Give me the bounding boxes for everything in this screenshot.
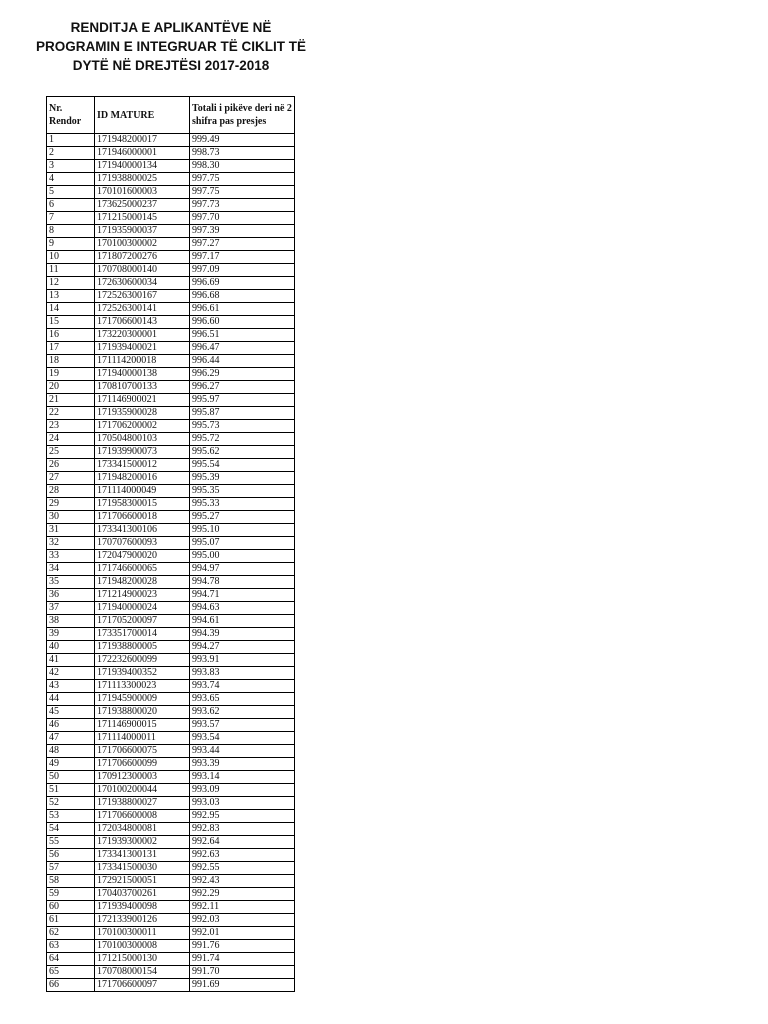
cell-rank: 24 — [47, 433, 95, 446]
cell-score: 995.27 — [190, 511, 295, 524]
cell-id: 173351700014 — [95, 628, 190, 641]
cell-rank: 32 — [47, 537, 95, 550]
cell-id: 171215000145 — [95, 212, 190, 225]
cell-score: 993.44 — [190, 745, 295, 758]
cell-id: 171940000138 — [95, 368, 190, 381]
cell-id: 171706600008 — [95, 810, 190, 823]
cell-score: 994.97 — [190, 563, 295, 576]
table-row — [47, 264, 295, 277]
table-row — [47, 407, 295, 420]
cell-score: 992.95 — [190, 810, 295, 823]
cell-score: 993.14 — [190, 771, 295, 784]
table-row — [47, 186, 295, 199]
cell-rank: 48 — [47, 745, 95, 758]
cell-id: 171935900037 — [95, 225, 190, 238]
cell-id: 171706600018 — [95, 511, 190, 524]
cell-score: 998.73 — [190, 147, 295, 160]
cell-id: 172034800081 — [95, 823, 190, 836]
cell-id: 170100300011 — [95, 927, 190, 940]
cell-rank: 29 — [47, 498, 95, 511]
cell-id: 170707600093 — [95, 537, 190, 550]
table-row — [47, 147, 295, 160]
cell-id: 170100200044 — [95, 784, 190, 797]
cell-score: 993.65 — [190, 693, 295, 706]
ranking-table — [46, 96, 295, 992]
cell-rank: 61 — [47, 914, 95, 927]
table-row — [47, 485, 295, 498]
cell-rank: 56 — [47, 849, 95, 862]
cell-score: 992.63 — [190, 849, 295, 862]
cell-score: 991.74 — [190, 953, 295, 966]
table-row — [47, 277, 295, 290]
cell-score: 992.64 — [190, 836, 295, 849]
table-row — [47, 953, 295, 966]
cell-score: 997.73 — [190, 199, 295, 212]
cell-rank: 59 — [47, 888, 95, 901]
cell-score: 995.72 — [190, 433, 295, 446]
cell-rank: 14 — [47, 303, 95, 316]
table-row — [47, 615, 295, 628]
cell-id: 170100300002 — [95, 238, 190, 251]
cell-score: 997.75 — [190, 173, 295, 186]
cell-score: 995.07 — [190, 537, 295, 550]
cell-id: 171114200018 — [95, 355, 190, 368]
cell-id: 171948200028 — [95, 576, 190, 589]
cell-score: 996.51 — [190, 329, 295, 342]
cell-rank: 43 — [47, 680, 95, 693]
cell-id: 170912300003 — [95, 771, 190, 784]
cell-score: 993.54 — [190, 732, 295, 745]
table-row — [47, 940, 295, 953]
table-row — [47, 914, 295, 927]
cell-rank: 5 — [47, 186, 95, 199]
table-row — [47, 979, 295, 992]
table-row — [47, 719, 295, 732]
cell-id: 171940000024 — [95, 602, 190, 615]
cell-id: 171940000134 — [95, 160, 190, 173]
cell-id: 172232600099 — [95, 654, 190, 667]
cell-rank: 36 — [47, 589, 95, 602]
title-line: RENDITJA E APLIKANTËVE NË — [70, 20, 272, 35]
cell-rank: 16 — [47, 329, 95, 342]
cell-score: 999.49 — [190, 134, 295, 147]
table-row — [47, 394, 295, 407]
cell-score: 995.54 — [190, 459, 295, 472]
cell-rank: 62 — [47, 927, 95, 940]
table-row — [47, 381, 295, 394]
table-row — [47, 173, 295, 186]
cell-rank: 10 — [47, 251, 95, 264]
cell-score: 991.76 — [190, 940, 295, 953]
table-row — [47, 368, 295, 381]
table-row — [47, 238, 295, 251]
cell-score: 996.47 — [190, 342, 295, 355]
cell-id: 172526300141 — [95, 303, 190, 316]
table-header-row — [47, 97, 295, 134]
cell-rank: 45 — [47, 706, 95, 719]
cell-rank: 50 — [47, 771, 95, 784]
table-row — [47, 576, 295, 589]
cell-score: 993.74 — [190, 680, 295, 693]
cell-id: 171946000001 — [95, 147, 190, 160]
cell-rank: 27 — [47, 472, 95, 485]
table-row — [47, 550, 295, 563]
cell-score: 991.69 — [190, 979, 295, 992]
cell-rank: 53 — [47, 810, 95, 823]
table-row — [47, 524, 295, 537]
cell-id: 171958300015 — [95, 498, 190, 511]
cell-score: 995.97 — [190, 394, 295, 407]
cell-rank: 57 — [47, 862, 95, 875]
cell-rank: 13 — [47, 290, 95, 303]
table-row — [47, 563, 295, 576]
title-line: PROGRAMIN E INTEGRUAR TË CIKLIT TË — [36, 39, 306, 54]
cell-id: 171948200017 — [95, 134, 190, 147]
cell-score: 994.27 — [190, 641, 295, 654]
cell-rank: 58 — [47, 875, 95, 888]
cell-rank: 2 — [47, 147, 95, 160]
table-row — [47, 862, 295, 875]
cell-score: 995.10 — [190, 524, 295, 537]
cell-id: 171938800025 — [95, 173, 190, 186]
cell-id: 171935900028 — [95, 407, 190, 420]
cell-rank: 46 — [47, 719, 95, 732]
cell-rank: 4 — [47, 173, 95, 186]
table-row — [47, 420, 295, 433]
cell-id: 172630600034 — [95, 277, 190, 290]
cell-id: 171146900015 — [95, 719, 190, 732]
cell-id: 171706600099 — [95, 758, 190, 771]
cell-rank: 39 — [47, 628, 95, 641]
cell-score: 992.11 — [190, 901, 295, 914]
cell-rank: 54 — [47, 823, 95, 836]
cell-id: 170504800103 — [95, 433, 190, 446]
cell-score: 991.70 — [190, 966, 295, 979]
cell-id: 170810700133 — [95, 381, 190, 394]
table-row — [47, 966, 295, 979]
header-id: ID MATURE — [95, 97, 190, 134]
cell-rank: 8 — [47, 225, 95, 238]
table-row — [47, 342, 295, 355]
cell-score: 997.39 — [190, 225, 295, 238]
table-row — [47, 784, 295, 797]
cell-score: 994.78 — [190, 576, 295, 589]
cell-rank: 64 — [47, 953, 95, 966]
table-row — [47, 472, 295, 485]
cell-id: 173220300001 — [95, 329, 190, 342]
cell-rank: 65 — [47, 966, 95, 979]
table-row — [47, 459, 295, 472]
cell-rank: 35 — [47, 576, 95, 589]
cell-rank: 33 — [47, 550, 95, 563]
cell-rank: 18 — [47, 355, 95, 368]
cell-rank: 9 — [47, 238, 95, 251]
cell-id: 171945900009 — [95, 693, 190, 706]
cell-id: 171938800027 — [95, 797, 190, 810]
table-row — [47, 134, 295, 147]
cell-rank: 38 — [47, 615, 95, 628]
cell-id: 171114000011 — [95, 732, 190, 745]
table-row — [47, 875, 295, 888]
cell-id: 172047900020 — [95, 550, 190, 563]
table-row — [47, 433, 295, 446]
cell-id: 170708000154 — [95, 966, 190, 979]
cell-rank: 41 — [47, 654, 95, 667]
cell-score: 995.39 — [190, 472, 295, 485]
cell-score: 996.60 — [190, 316, 295, 329]
cell-score: 997.17 — [190, 251, 295, 264]
cell-rank: 21 — [47, 394, 95, 407]
cell-id: 172133900126 — [95, 914, 190, 927]
table-row — [47, 355, 295, 368]
cell-rank: 28 — [47, 485, 95, 498]
cell-rank: 15 — [47, 316, 95, 329]
cell-score: 997.70 — [190, 212, 295, 225]
cell-id: 170403700261 — [95, 888, 190, 901]
cell-score: 997.75 — [190, 186, 295, 199]
table-row — [47, 849, 295, 862]
cell-rank: 25 — [47, 446, 95, 459]
cell-rank: 11 — [47, 264, 95, 277]
cell-rank: 49 — [47, 758, 95, 771]
cell-id: 171114000049 — [95, 485, 190, 498]
cell-rank: 1 — [47, 134, 95, 147]
cell-rank: 3 — [47, 160, 95, 173]
table-row — [47, 732, 295, 745]
cell-id: 171215000130 — [95, 953, 190, 966]
cell-score: 994.61 — [190, 615, 295, 628]
table-row — [47, 771, 295, 784]
cell-id: 173341500030 — [95, 862, 190, 875]
cell-rank: 20 — [47, 381, 95, 394]
table-row — [47, 602, 295, 615]
cell-score: 995.73 — [190, 420, 295, 433]
table-row — [47, 758, 295, 771]
cell-id: 173341500012 — [95, 459, 190, 472]
cell-id: 170101600003 — [95, 186, 190, 199]
table-row — [47, 641, 295, 654]
cell-id: 172921500051 — [95, 875, 190, 888]
cell-score: 998.30 — [190, 160, 295, 173]
cell-id: 171706600143 — [95, 316, 190, 329]
table-row — [47, 225, 295, 238]
cell-score: 992.83 — [190, 823, 295, 836]
cell-score: 996.68 — [190, 290, 295, 303]
cell-score: 992.03 — [190, 914, 295, 927]
cell-score: 993.03 — [190, 797, 295, 810]
table-row — [47, 745, 295, 758]
cell-rank: 7 — [47, 212, 95, 225]
cell-score: 996.61 — [190, 303, 295, 316]
table-row — [47, 303, 295, 316]
cell-score: 995.33 — [190, 498, 295, 511]
cell-rank: 22 — [47, 407, 95, 420]
header-score: Totali i pikëve deri në 2 shifra pas presjes — [190, 97, 295, 134]
cell-id: 171746600065 — [95, 563, 190, 576]
title-line: DYTË NË DREJTËSI 2017-2018 — [72, 58, 270, 73]
cell-id: 171807200276 — [95, 251, 190, 264]
cell-score: 992.55 — [190, 862, 295, 875]
table-row — [47, 680, 295, 693]
table-row — [47, 160, 295, 173]
cell-id: 173341300106 — [95, 524, 190, 537]
header-rank: Nr. Rendor — [47, 97, 95, 134]
cell-score: 992.29 — [190, 888, 295, 901]
table-row — [47, 589, 295, 602]
cell-id: 172526300167 — [95, 290, 190, 303]
cell-id: 171706200002 — [95, 420, 190, 433]
cell-id: 171706600097 — [95, 979, 190, 992]
cell-score: 995.87 — [190, 407, 295, 420]
table-row — [47, 290, 295, 303]
cell-rank: 23 — [47, 420, 95, 433]
cell-id: 171948200016 — [95, 472, 190, 485]
table-row — [47, 212, 295, 225]
document-title — [0, 18, 342, 75]
cell-score: 996.69 — [190, 277, 295, 290]
table-row — [47, 251, 295, 264]
cell-id: 171705200097 — [95, 615, 190, 628]
cell-rank: 30 — [47, 511, 95, 524]
cell-score: 993.09 — [190, 784, 295, 797]
cell-rank: 26 — [47, 459, 95, 472]
cell-id: 171939400098 — [95, 901, 190, 914]
table-row — [47, 537, 295, 550]
cell-rank: 60 — [47, 901, 95, 914]
table-row — [47, 836, 295, 849]
table-row — [47, 511, 295, 524]
cell-score: 993.83 — [190, 667, 295, 680]
cell-id: 171938800020 — [95, 706, 190, 719]
cell-score: 997.09 — [190, 264, 295, 277]
cell-score: 993.57 — [190, 719, 295, 732]
table-row — [47, 446, 295, 459]
table-row — [47, 316, 295, 329]
table-row — [47, 888, 295, 901]
table-row — [47, 810, 295, 823]
table-row — [47, 927, 295, 940]
table-row — [47, 654, 295, 667]
cell-rank: 52 — [47, 797, 95, 810]
table-row — [47, 693, 295, 706]
cell-score: 994.63 — [190, 602, 295, 615]
cell-score: 994.39 — [190, 628, 295, 641]
cell-score: 995.00 — [190, 550, 295, 563]
cell-id: 171706600075 — [95, 745, 190, 758]
cell-score: 996.27 — [190, 381, 295, 394]
table-row — [47, 628, 295, 641]
cell-id: 171939300002 — [95, 836, 190, 849]
table-row — [47, 823, 295, 836]
cell-rank: 47 — [47, 732, 95, 745]
table-row — [47, 667, 295, 680]
table-row — [47, 706, 295, 719]
cell-score: 996.44 — [190, 355, 295, 368]
cell-rank: 34 — [47, 563, 95, 576]
cell-rank: 66 — [47, 979, 95, 992]
cell-id: 171939900073 — [95, 446, 190, 459]
cell-rank: 17 — [47, 342, 95, 355]
cell-score: 997.27 — [190, 238, 295, 251]
table-row — [47, 498, 295, 511]
cell-score: 994.71 — [190, 589, 295, 602]
cell-id: 171939400352 — [95, 667, 190, 680]
table-body — [47, 134, 295, 992]
cell-id: 171113300023 — [95, 680, 190, 693]
cell-score: 992.43 — [190, 875, 295, 888]
cell-rank: 55 — [47, 836, 95, 849]
cell-id: 170708000140 — [95, 264, 190, 277]
table-row — [47, 329, 295, 342]
cell-id: 171938800005 — [95, 641, 190, 654]
cell-score: 995.62 — [190, 446, 295, 459]
cell-rank: 6 — [47, 199, 95, 212]
cell-rank: 31 — [47, 524, 95, 537]
cell-score: 993.39 — [190, 758, 295, 771]
cell-id: 171146900021 — [95, 394, 190, 407]
cell-rank: 51 — [47, 784, 95, 797]
cell-rank: 37 — [47, 602, 95, 615]
cell-rank: 44 — [47, 693, 95, 706]
cell-id: 173625000237 — [95, 199, 190, 212]
cell-score: 996.29 — [190, 368, 295, 381]
cell-score: 992.01 — [190, 927, 295, 940]
cell-rank: 19 — [47, 368, 95, 381]
table-row — [47, 797, 295, 810]
cell-id: 173341300131 — [95, 849, 190, 862]
cell-rank: 12 — [47, 277, 95, 290]
cell-score: 995.35 — [190, 485, 295, 498]
cell-rank: 40 — [47, 641, 95, 654]
cell-rank: 42 — [47, 667, 95, 680]
cell-id: 171214900023 — [95, 589, 190, 602]
cell-rank: 63 — [47, 940, 95, 953]
cell-score: 993.91 — [190, 654, 295, 667]
cell-id: 170100300008 — [95, 940, 190, 953]
cell-score: 993.62 — [190, 706, 295, 719]
table-row — [47, 199, 295, 212]
cell-id: 171939400021 — [95, 342, 190, 355]
table-row — [47, 901, 295, 914]
